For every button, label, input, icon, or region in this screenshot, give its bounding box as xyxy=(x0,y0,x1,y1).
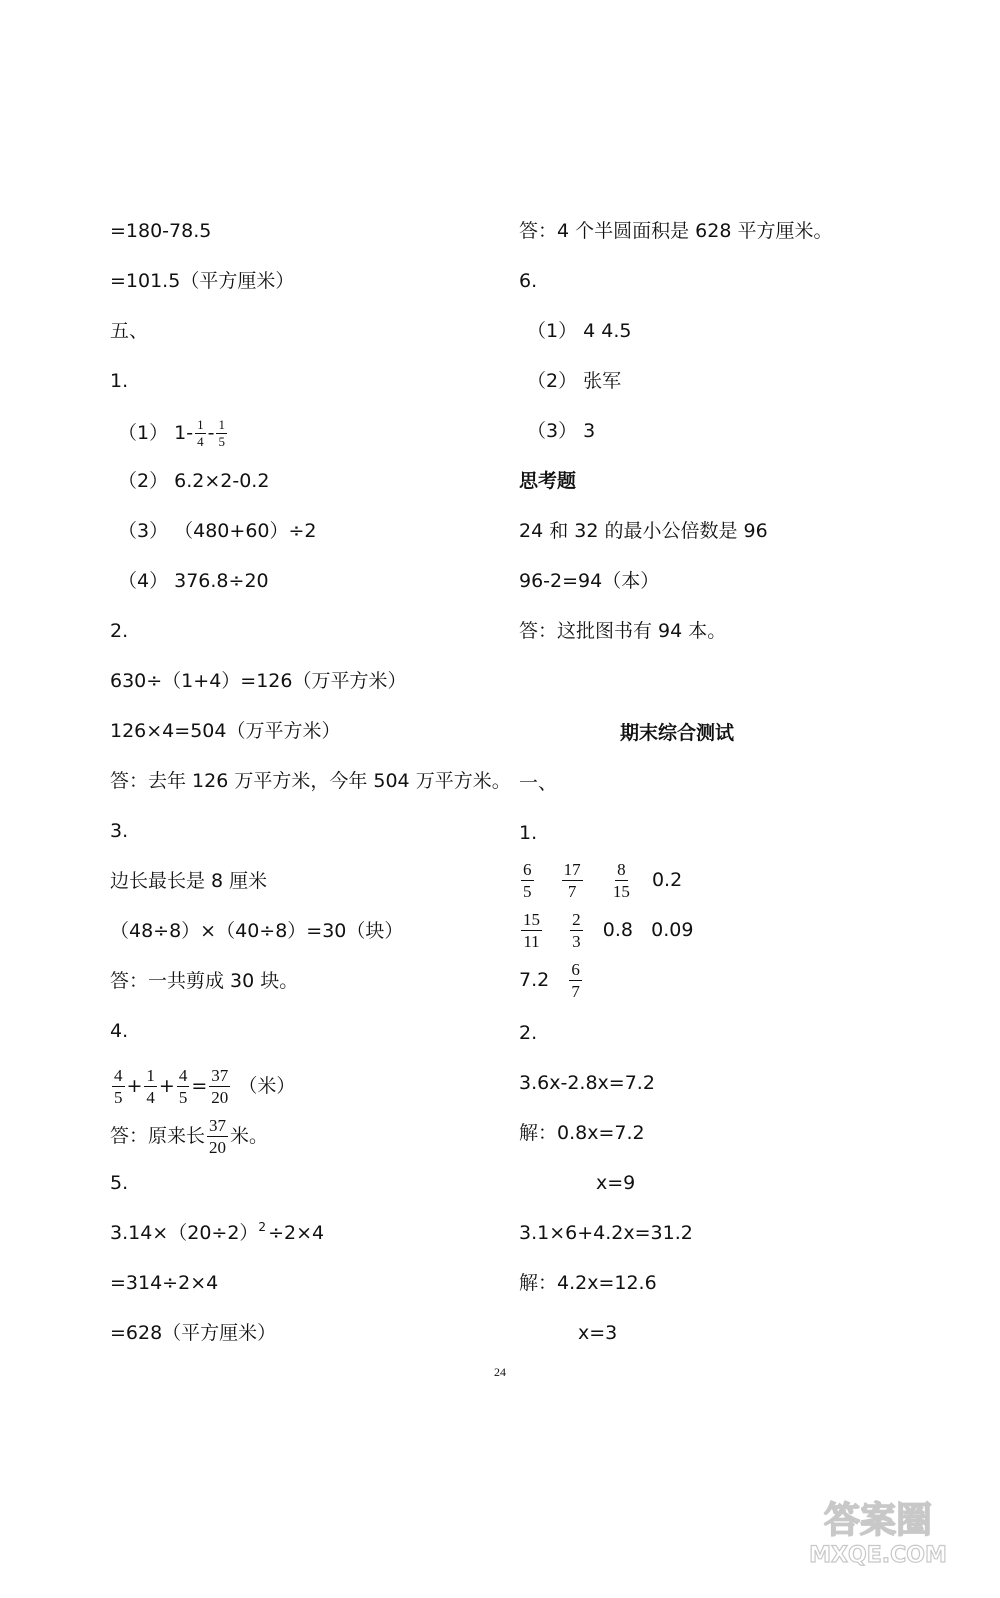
fraction: $\frac{1}{4}$ xyxy=(197,417,204,449)
equation-1-step-1: 解：0.8x=7.2 xyxy=(519,1122,645,1144)
fraction: $\frac{15}{11}$ xyxy=(523,910,540,951)
answers-row-2: $\frac{15}{11}$ $\frac{2}{3}$ 0.8 0.09 xyxy=(523,910,694,951)
question-1-part-1 xyxy=(118,418,229,449)
question-3-answer: 答：一共剪成 30 块。 xyxy=(110,970,299,992)
fraction: $\frac{17}{7}$ xyxy=(563,860,581,901)
fraction: $\frac{1}{5}$ xyxy=(218,417,225,449)
question-2-step-2: 126×4=504（万平方米） xyxy=(110,720,341,742)
question-3-step-2: （48÷8）×（40÷8）=30（块） xyxy=(110,920,404,942)
question-5-step-2: =314÷2×4 xyxy=(110,1272,219,1294)
question-2-answer: 答：去年 126 万平方米，今年 504 万平方米。 xyxy=(110,770,511,792)
question-1-part-4: （4） 376.8÷20 xyxy=(118,570,269,592)
left-line-1: =180-78.5 xyxy=(110,220,212,242)
question-2-number: 2. xyxy=(110,620,129,642)
question-1-part-2: （2） 6.2×2-0.2 xyxy=(118,470,270,492)
fraction: $\frac{8}{15}$ xyxy=(612,860,630,901)
thinking-question-heading: 思考题 xyxy=(519,470,577,492)
equation-2-step-1: 解：4.2x=12.6 xyxy=(519,1272,657,1294)
thinking-step-1: 24 和 32 的最小公倍数是 96 xyxy=(519,520,768,542)
fraction: $\frac{1}{4}$ xyxy=(146,1066,155,1107)
question-5-step-1: $3.14\times(20\div 2)^2 \div 2\times 4$ xyxy=(110,1220,325,1244)
fraction: $\frac{2}{3}$ xyxy=(572,910,581,951)
final-question-2-number: 2. xyxy=(519,1022,538,1044)
section-one-heading: 一、 xyxy=(519,772,558,794)
final-test-title: 期末综合测试 xyxy=(620,722,735,744)
answers-row-1: $\frac{6}{5}$ $\frac{17}{7}$ $\frac{8}{15}$ 0.2 xyxy=(523,860,683,901)
question-5-step-3: =628（平方厘米） xyxy=(110,1322,277,1344)
question-3-step-1: 边长最长是 8 厘米 xyxy=(110,870,268,892)
question-6-number: 6. xyxy=(519,270,538,292)
question-4-answer: 答：原来长 $\frac{37}{20}$ 米。 xyxy=(110,1116,269,1157)
question-5-number: 5. xyxy=(110,1172,129,1194)
thinking-step-2: 96-2=94（本） xyxy=(519,570,660,592)
fraction: $\frac{37}{20}$ xyxy=(211,1066,229,1107)
equation-2: 3.1×6+4.2x=31.2 xyxy=(519,1222,693,1244)
answers-row-3: 7.2 $\frac{6}{7}$ xyxy=(519,960,580,1001)
watermark-text-1: 答案圈 xyxy=(823,1500,933,1541)
section-five-heading: 五、 xyxy=(110,320,149,342)
question-6-part-1: （1） 4 4.5 xyxy=(527,320,632,342)
fraction: $\frac{37}{20}$ xyxy=(209,1116,227,1157)
watermark-text-2: MXQE.COM xyxy=(809,1543,947,1568)
question-1-number: 1. xyxy=(110,370,129,392)
fraction: $\frac{6}{7}$ xyxy=(571,960,580,1001)
page-number: 24 xyxy=(494,1365,506,1379)
equation-1: 3.6x-2.8x=7.2 xyxy=(519,1072,655,1094)
final-question-1-number: 1. xyxy=(519,822,538,844)
question-4-equation: $\frac{4}{5}$ + $\frac{1}{4}$ + $\frac{4}{5}$ = $\frac{37}{20}$ （米） xyxy=(114,1066,296,1107)
minus: - xyxy=(207,422,215,444)
right-line-1: 答：4 个半圆面积是 628 平方厘米。 xyxy=(519,220,833,242)
fraction: $\frac{6}{5}$ xyxy=(523,860,532,901)
question-6-part-3: （3） 3 xyxy=(527,420,596,442)
question-2-step-1: 630÷（1+4）=126（万平方米） xyxy=(110,670,407,692)
question-4-number: 4. xyxy=(110,1020,129,1042)
question-6-part-2: （2） 张军 xyxy=(527,370,622,392)
left-line-2: =101.5（平方厘米） xyxy=(110,270,295,292)
question-3-number: 3. xyxy=(110,820,129,842)
q1-1-prefix: （1） 1- xyxy=(118,422,194,444)
watermark-logo xyxy=(778,1490,978,1570)
equation-2-solution: x=3 xyxy=(578,1322,618,1344)
equation-1-solution: x=9 xyxy=(596,1172,636,1194)
thinking-answer: 答：这批图书有 94 本。 xyxy=(519,620,727,642)
question-1-part-3: （3） （480+60）÷2 xyxy=(118,520,317,542)
fraction: $\frac{4}{5}$ xyxy=(114,1066,123,1107)
fraction: $\frac{4}{5}$ xyxy=(178,1066,188,1107)
